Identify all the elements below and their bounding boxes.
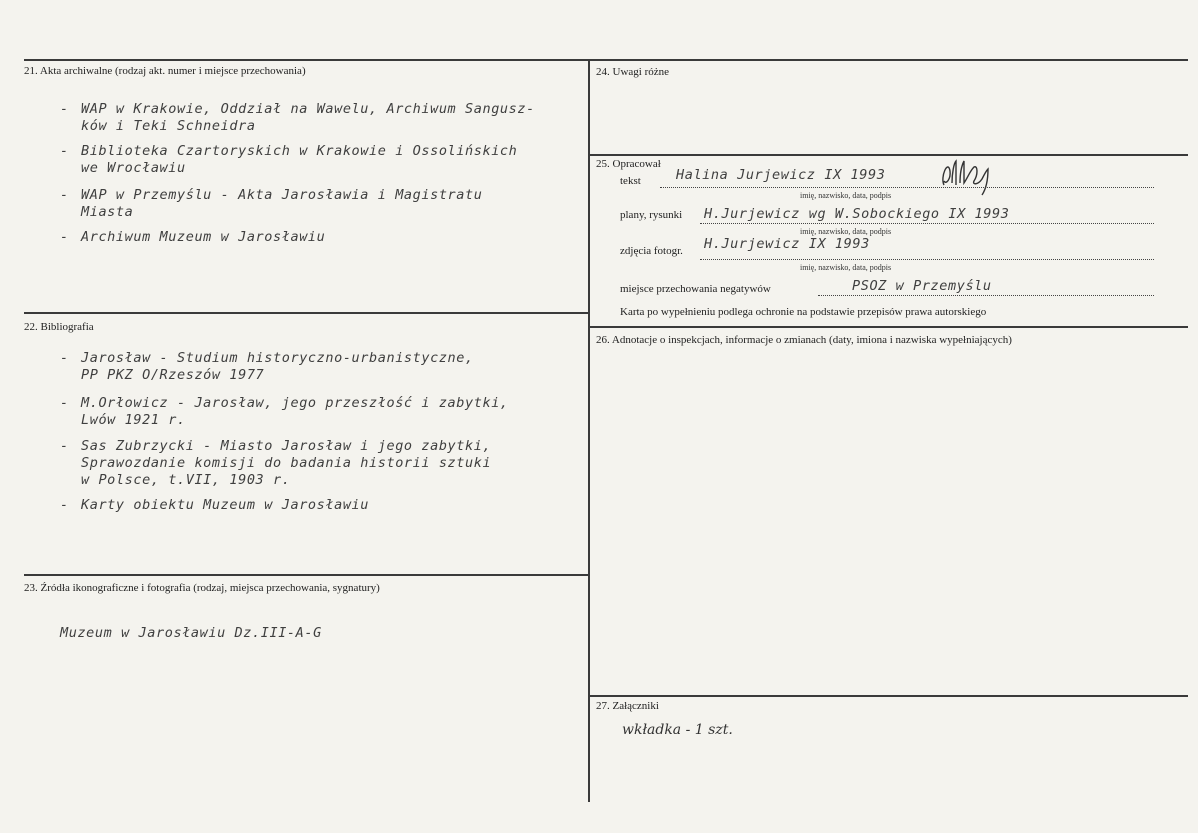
plans-caption: imię, nazwisko, data, podpis	[800, 227, 892, 236]
divider-26-27	[590, 695, 1188, 697]
divider-22-23	[24, 574, 588, 576]
negatives-line	[818, 295, 1154, 296]
section-24-label: 24. Uwagi różne	[596, 66, 670, 78]
text-author-label: tekst	[620, 175, 641, 187]
plans-value: H.Jurjewicz wg W.Sobockiego IX 1993	[704, 206, 1010, 222]
negatives-label: miejsce przechowania negatywów	[620, 283, 771, 295]
negatives-value: PSOZ w Przemyślu	[852, 278, 992, 294]
section-22-label: 22. Bibliografia	[24, 321, 94, 333]
plans-line	[700, 223, 1154, 224]
copyright-note: Karta po wypełnieniu podlega ochronie na podstawie przepisów prawa autorskiego	[620, 306, 987, 318]
section-27-value: wkładka - 1 szt.	[622, 722, 733, 738]
text-author-line	[660, 187, 1154, 188]
signature-mark	[938, 155, 998, 197]
divider-21-22	[24, 312, 588, 314]
form-top-border	[24, 59, 1188, 61]
photos-value: H.Jurjewicz IX 1993	[704, 236, 870, 252]
section-23-label: 23. Źródła ikonograficzne i fotografia (rodzaj, miejsca przechowania, sygnatury)	[24, 582, 380, 594]
form-center-divider	[588, 60, 590, 802]
photos-caption: imię, nazwisko, data, podpis	[800, 263, 892, 272]
text-author-value: Halina Jurjewicz IX 1993	[676, 167, 886, 183]
section-21-label: 21. Akta archiwalne (rodzaj akt. numer i miejsce przechowania)	[24, 65, 306, 77]
text-author-caption: imię, nazwisko, data, podpis	[800, 191, 892, 200]
section-27-label: 27. Załączniki	[596, 700, 659, 712]
photos-label: zdjęcia fotogr.	[620, 245, 683, 257]
section-23-value: Muzeum w Jarosławiu Dz.III-A-G	[60, 625, 322, 641]
divider-24-25	[590, 154, 1188, 156]
photos-line	[700, 259, 1154, 260]
plans-label: plany, rysunki	[620, 209, 683, 221]
section-25-label: 25. Opracował	[596, 158, 661, 170]
section-26-label: 26. Adnotacje o inspekcjach, informacje o zmianach (daty, imiona i nazwiska wypełniających)	[596, 334, 1012, 346]
divider-25-26	[590, 326, 1188, 328]
